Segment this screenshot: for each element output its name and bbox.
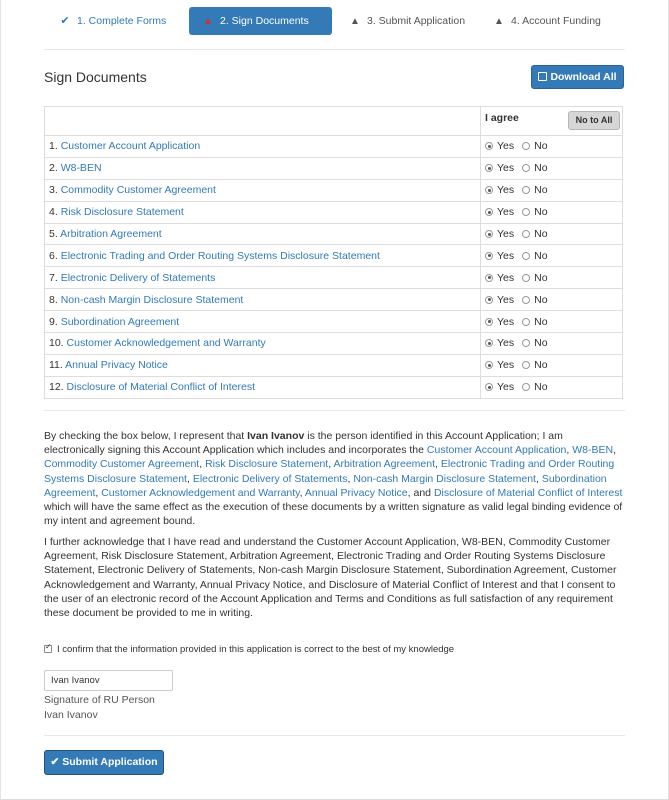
statement-text: is the person identified in this Account Application; I am electronically signing this Account Application which includes and incorporates the xyxy=(44,430,563,457)
step-complete-forms[interactable] xyxy=(58,7,166,35)
table-row xyxy=(45,267,623,289)
document-cell xyxy=(45,267,481,289)
table-row xyxy=(45,289,623,311)
agree-label: I agree xyxy=(485,112,519,124)
table-row xyxy=(45,223,623,245)
agree-cell xyxy=(481,267,623,289)
yes-radio[interactable] xyxy=(485,164,493,172)
table-row xyxy=(45,157,623,179)
statement-document-link[interactable]: Customer Account Application xyxy=(426,444,567,457)
yes-radio[interactable] xyxy=(485,274,493,282)
agree-cell xyxy=(481,289,623,311)
document-cell xyxy=(45,136,481,158)
yes-radio[interactable] xyxy=(485,186,493,194)
yes-option[interactable] xyxy=(485,184,514,196)
signature-person-name: Ivan Ivanov xyxy=(44,709,98,721)
document-link[interactable]: Arbitration Agreement xyxy=(60,228,162,240)
no-option[interactable] xyxy=(522,184,547,196)
warning-icon: ▲ xyxy=(203,16,213,27)
submit-application-button[interactable] xyxy=(44,750,164,775)
document-cell xyxy=(45,311,481,333)
signature-statement xyxy=(44,429,626,528)
document-number: 3. xyxy=(49,184,58,197)
no-option[interactable] xyxy=(522,316,547,328)
statement-document-link[interactable]: Electronic Trading and Order Routing Systems Disclosure Statement xyxy=(44,458,615,485)
no-label: No xyxy=(534,359,548,372)
agree-cell xyxy=(481,311,623,333)
no-label: No xyxy=(534,315,548,328)
document-link[interactable]: Non-cash Margin Disclosure Statement xyxy=(60,293,244,306)
wizard-steps xyxy=(46,7,626,35)
statement-document-link[interactable]: W8-BEN xyxy=(572,444,614,457)
agree-cell xyxy=(481,223,623,245)
document-number: 12. xyxy=(49,381,64,394)
agree-cell xyxy=(481,333,623,355)
yes-label: Yes xyxy=(497,184,515,197)
warning-icon: ▲ xyxy=(350,16,360,27)
table-row xyxy=(45,333,623,355)
step-label: 2. Sign Documents xyxy=(220,15,309,27)
statement-document-link[interactable]: Customer Acknowledgement and Warranty xyxy=(101,486,300,499)
table-row xyxy=(45,376,623,398)
no-radio[interactable] xyxy=(522,274,530,282)
statement-text: which will have the same effect as the execution of these documents by a written signature as valid legal binding evidence of my intent and agreement bound. xyxy=(44,501,623,528)
no-option[interactable] xyxy=(522,272,547,284)
yes-radio[interactable] xyxy=(485,383,493,391)
document-cell xyxy=(45,201,481,223)
check-icon: ✔ xyxy=(60,15,70,27)
document-number: 1. xyxy=(49,140,58,153)
no-radio[interactable] xyxy=(522,318,530,326)
no-radio[interactable] xyxy=(522,383,530,391)
yes-option[interactable] xyxy=(485,272,514,284)
table-row xyxy=(45,245,623,267)
document-cell xyxy=(45,245,481,267)
yes-label: Yes xyxy=(497,228,515,240)
check-icon: ✔ xyxy=(50,756,60,768)
header-agree xyxy=(481,107,623,136)
step-label: 3. Submit Application xyxy=(367,15,466,27)
yes-option[interactable] xyxy=(485,206,514,218)
divider xyxy=(44,735,625,736)
no-option[interactable] xyxy=(522,294,547,306)
document-number: 2. xyxy=(49,162,58,175)
no-radio[interactable] xyxy=(522,164,530,172)
no-option[interactable] xyxy=(522,250,547,262)
yes-radio[interactable] xyxy=(485,142,493,150)
yes-radio[interactable] xyxy=(485,208,493,216)
no-label: No xyxy=(534,228,548,240)
no-radio[interactable] xyxy=(522,296,530,304)
yes-option[interactable] xyxy=(485,140,514,152)
agree-cell xyxy=(481,179,623,201)
document-number: 7. xyxy=(49,271,58,284)
divider xyxy=(44,410,625,411)
document-link[interactable]: Electronic Delivery of Statements xyxy=(60,271,216,284)
statement-document-link[interactable]: Disclosure of Material Conflict of Interest xyxy=(433,486,623,499)
step-label: 1. Complete Forms xyxy=(77,15,167,27)
document-link[interactable]: Electronic Trading and Order Routing Systems Disclosure Statement xyxy=(60,249,380,262)
document-links: Customer Account Application, W8-BEN, Commodity Customer Agreement, Risk Disclosure Statement, Arbitration Agreement, Electronic Trading and Order Routing Systems Disclosure Statement, Electronic Delivery of Statements, Non-cash Margin Disclosure Statement, Subordination Agreement, Customer Acknowledgement and Warranty, Annual Privacy Notice, and Disclosure of Material Conflict of Interest xyxy=(44,444,623,499)
signature-input[interactable] xyxy=(44,670,173,691)
document-cell xyxy=(45,333,481,355)
documents-table xyxy=(44,106,623,399)
table-header-row xyxy=(45,107,623,136)
no-option[interactable] xyxy=(522,140,547,152)
document-cell xyxy=(45,376,481,398)
document-link[interactable]: Annual Privacy Notice xyxy=(65,359,168,372)
agree-cell xyxy=(481,245,623,267)
document-link[interactable]: W8-BEN xyxy=(60,162,102,175)
page-title: Sign Documents xyxy=(44,69,147,85)
no-label: No xyxy=(534,140,548,153)
statement-text: and xyxy=(413,486,432,499)
statement-document-link[interactable]: Arbitration Agreement xyxy=(333,458,436,471)
document-link[interactable]: Customer Account Application xyxy=(60,140,201,153)
no-label: No xyxy=(534,293,548,306)
step-submit-application[interactable] xyxy=(348,7,465,35)
person-name: Ivan Ivanov xyxy=(247,430,305,442)
yes-option[interactable] xyxy=(485,337,514,349)
no-label: No xyxy=(534,184,548,197)
statement-document-link[interactable]: Electronic Delivery of Statements xyxy=(192,472,348,485)
step-label: 4. Account Funding xyxy=(511,15,601,27)
statement-document-link[interactable]: Non-cash Margin Disclosure Statement xyxy=(353,472,536,485)
agree-cell xyxy=(481,376,623,398)
yes-label: Yes xyxy=(497,271,515,284)
no-label: No xyxy=(534,381,548,394)
agree-cell xyxy=(481,136,623,158)
statement-document-link[interactable]: Subordination Agreement xyxy=(44,472,607,499)
no-radio[interactable] xyxy=(522,142,530,150)
statement-document-link[interactable]: Annual Privacy Notice xyxy=(304,486,408,499)
document-number: 11. xyxy=(49,359,63,372)
yes-radio[interactable] xyxy=(485,296,493,304)
agree-cell xyxy=(481,201,623,223)
document-number: 5. xyxy=(49,228,58,240)
no-radio[interactable] xyxy=(522,252,530,260)
statement-text: By checking the box below, I represent that xyxy=(44,430,248,442)
yes-option[interactable] xyxy=(485,228,514,240)
no-label: No xyxy=(534,206,548,219)
no-option[interactable] xyxy=(522,206,547,218)
document-cell xyxy=(45,354,481,376)
yes-option[interactable] xyxy=(485,316,514,328)
table-row xyxy=(45,311,623,333)
document-cell xyxy=(45,289,481,311)
yes-label: Yes xyxy=(497,140,515,153)
confirm-checkbox-row[interactable] xyxy=(44,644,454,655)
document-number: 4. xyxy=(49,206,58,219)
yes-radio[interactable] xyxy=(485,230,493,238)
no-radio[interactable] xyxy=(522,339,530,347)
agree-cell xyxy=(481,354,623,376)
yes-option[interactable] xyxy=(485,162,514,174)
agree-cell xyxy=(481,157,623,179)
no-label: No xyxy=(534,249,548,262)
yes-option[interactable] xyxy=(485,359,514,371)
document-number: 8. xyxy=(49,293,58,306)
table-row xyxy=(45,136,623,158)
acknowledgement-statement: I further acknowledge that I have read and understand the Customer Account Application, W8-BEN, Commodity Customer Agreement, Risk Disclosure Statement, Arbitration Agreement, Electronic Trading and Order Routing Systems Disclosure Statement, Electronic Delivery of Statements, Non-cash Margin Disclosure Statement, Subordination Agreement, Customer Acknowledgement and Warranty, Annual Privacy Notice, and Disclosure of Material Conflict of Interest and that I consent to the user of an electronic record of the Account Application and Terms and Conditions as full satisfaction of any requirement these document be provided to me in writing. xyxy=(44,536,617,620)
table-row xyxy=(45,354,623,376)
no-label: No xyxy=(534,271,548,284)
confirm-checkbox[interactable] xyxy=(44,645,52,653)
yes-radio[interactable] xyxy=(485,361,493,369)
statement-document-link[interactable]: Risk Disclosure Statement xyxy=(205,458,329,471)
document-number: 6. xyxy=(49,249,58,262)
document-number: 9. xyxy=(49,315,58,328)
download-all-label: Download All xyxy=(550,71,617,83)
step-account-funding[interactable] xyxy=(492,7,601,35)
statement-document-link[interactable]: Commodity Customer Agreement xyxy=(44,458,200,471)
document-cell xyxy=(45,157,481,179)
no-option[interactable] xyxy=(522,228,547,240)
document-link[interactable]: Customer Acknowledgement and Warranty xyxy=(66,337,266,350)
no-radio[interactable] xyxy=(522,230,530,238)
document-link[interactable]: Risk Disclosure Statement xyxy=(60,206,184,219)
yes-label: Yes xyxy=(497,337,515,350)
no-to-all-button[interactable]: No to All xyxy=(568,111,620,130)
yes-option[interactable] xyxy=(485,250,514,262)
header-document xyxy=(45,107,481,136)
no-option[interactable] xyxy=(522,359,547,371)
table-row xyxy=(45,179,623,201)
document-cell xyxy=(45,223,481,245)
yes-radio[interactable] xyxy=(485,252,493,260)
yes-label: Yes xyxy=(497,206,515,219)
submit-label: Submit Application xyxy=(62,756,158,768)
no-radio[interactable] xyxy=(522,361,530,369)
document-cell xyxy=(45,179,481,201)
divider xyxy=(44,49,625,50)
no-radio[interactable] xyxy=(522,208,530,216)
no-option[interactable] xyxy=(522,162,547,174)
warning-icon: ▲ xyxy=(494,16,504,27)
no-radio[interactable] xyxy=(522,186,530,194)
document-link[interactable]: Commodity Customer Agreement xyxy=(60,184,216,197)
document-link[interactable]: Disclosure of Material Conflict of Interest xyxy=(66,381,256,394)
yes-label: Yes xyxy=(497,315,515,328)
yes-label: Yes xyxy=(497,293,515,306)
yes-option[interactable] xyxy=(485,294,514,306)
download-all-button[interactable] xyxy=(531,65,624,89)
yes-label: Yes xyxy=(497,359,515,372)
no-option[interactable] xyxy=(522,381,547,393)
no-option[interactable] xyxy=(522,337,547,349)
yes-option[interactable] xyxy=(485,381,514,393)
signature-label: Signature of RU Person xyxy=(44,694,155,706)
confirm-label: I confirm that the information provided in this application is correct to the best of my knowledge xyxy=(57,644,455,655)
yes-label: Yes xyxy=(497,381,515,394)
no-label: No xyxy=(534,162,548,175)
yes-radio[interactable] xyxy=(485,318,493,326)
table-row xyxy=(45,201,623,223)
save-icon xyxy=(538,72,547,81)
document-number: 10. xyxy=(49,337,64,350)
yes-radio[interactable] xyxy=(485,339,493,347)
yes-label: Yes xyxy=(497,162,515,175)
no-label: No xyxy=(534,337,548,350)
step-sign-documents[interactable] xyxy=(189,7,332,35)
document-link[interactable]: Subordination Agreement xyxy=(60,315,180,328)
yes-label: Yes xyxy=(497,249,515,262)
